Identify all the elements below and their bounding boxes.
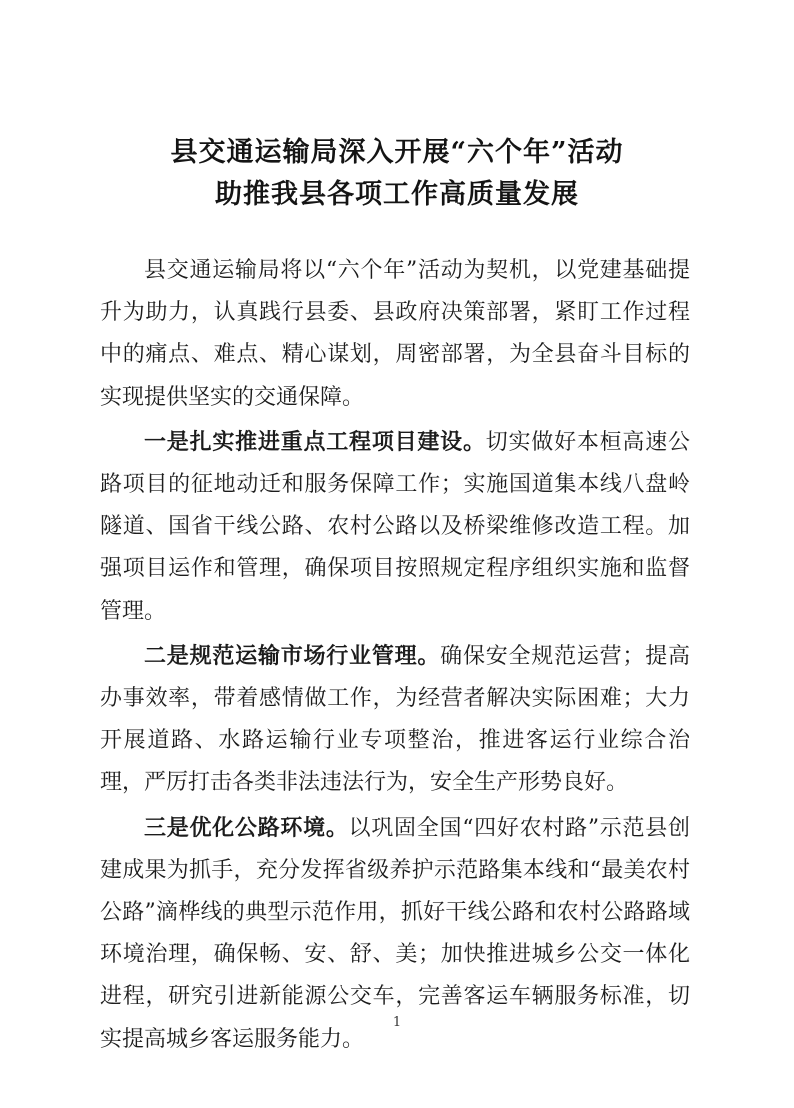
paragraph-lead: 二是规范运输市场行业管理。	[144, 642, 441, 669]
document-title-line-1: 县交通运输局深入开展“六个年”活动	[170, 137, 624, 168]
paragraph-text: 县交通运输局将以“六个年”活动为契机，以党建基础提升为助力，认真践行县委、县政府决策部署，紧盯工作过程中的痛点、难点、精心谋划，周密部署，为全县奋斗目标的实现提供坚实的交通保障。	[100, 258, 690, 410]
paragraph-lead: 三是优化公路环境。	[144, 814, 349, 841]
paragraph-item-2	[100, 635, 690, 805]
paragraph-lead: 一是扎实推进重点工程项目建设。	[144, 428, 486, 455]
page-number: 1	[392, 1015, 402, 1030]
paragraph-text: 确保安全规范运营；提高办事效率，带着感情做工作，为经营者解决实际困难；大力开展道路、水路运输行业专项整治，推进客运行业综合治理，严厉打击各类非法违法行为，安全生产形势良好。	[100, 643, 690, 796]
paragraph-intro	[100, 250, 690, 419]
document-body	[100, 250, 690, 1061]
paragraph-text: 切实做好本桓高速公路项目的征地动迁和服务保障工作；实施国道集本线八盘岭隧道、国省干线公路、农村公路以及桥梁维修改造工程。加强项目运作和管理，确保项目按照规定程序组织实施和监督管理。	[100, 429, 690, 624]
document-title-line-2: 助推我县各项工作高质量发展	[215, 179, 579, 210]
paragraph-text: 以巩固全国“四好农村路”示范县创建成果为抓手，充分发挥省级养护示范路集本线和“最美农村公路”滴桦线的典型示范作用，抓好干线公路和农村公路路域环境治理，确保畅、安、舒、美；加快推进城乡公交一体化进程，研究引进新能源公交车，完善客运车辆服务标准，切实提高城乡客运服务能力。	[100, 815, 690, 1052]
paragraph-item-1	[100, 421, 690, 633]
